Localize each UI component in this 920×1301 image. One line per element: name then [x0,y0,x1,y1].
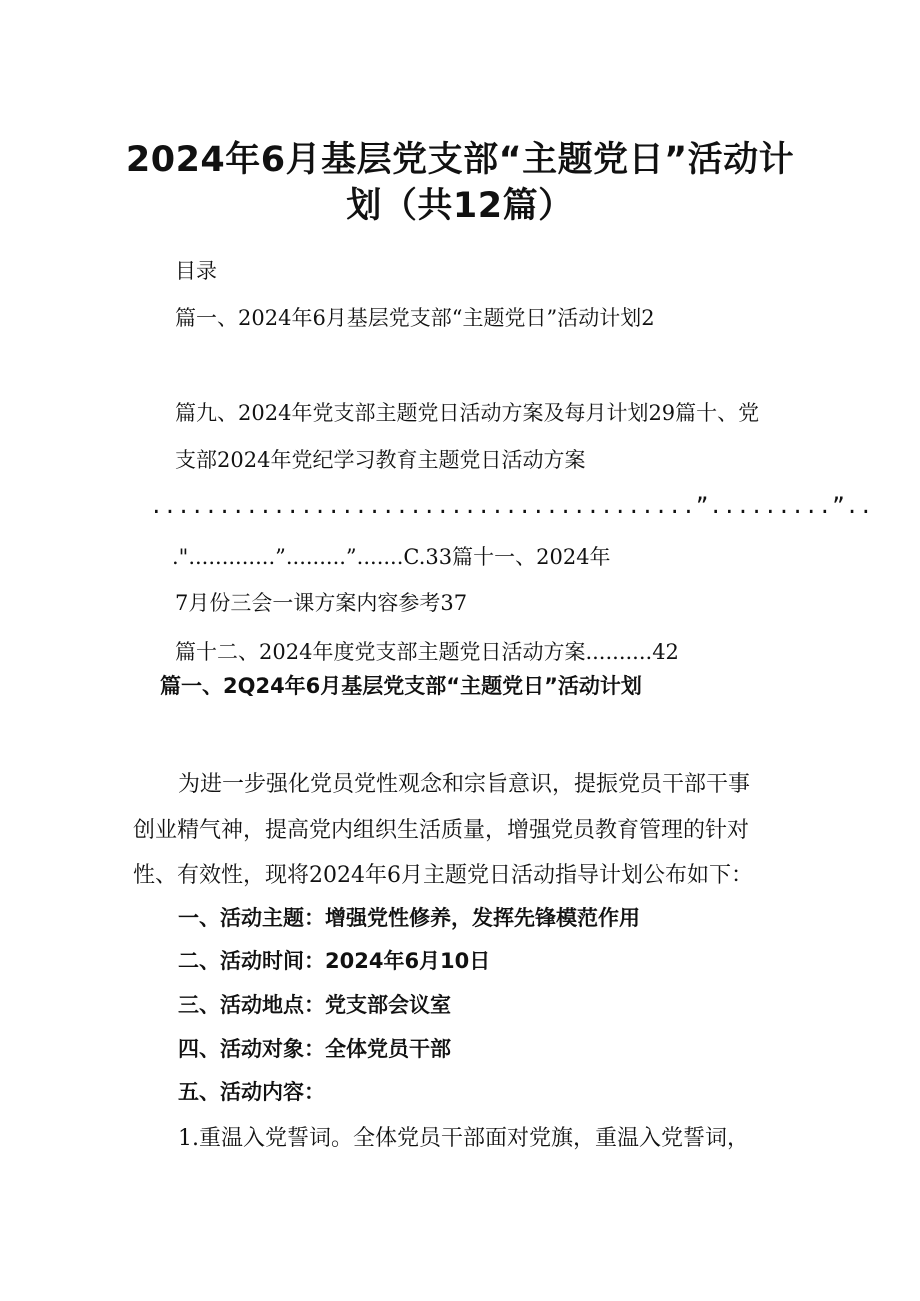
section-heading: 篇一、2Q24年6月基层党支部“主题党日”活动计划 [160,674,642,698]
toc-entry-11[interactable]: .".............”.........”.......C.33篇十一、2024年 [172,545,611,569]
toc-entry-10-cont[interactable]: 支部2024年党纪学习教育主题党日活动方案 [175,448,586,472]
document-title-line-2: 划（共12篇） [346,186,574,226]
intro-paragraph-line-1: 为进一步强化党员党性观念和宗旨意识，提振党员干部干事 [178,772,751,797]
item-place: 三、活动地点：党支部会议室 [178,993,451,1017]
item-audience: 四、活动对象：全体党员干部 [178,1037,451,1061]
item-theme: 一、活动主题：增强党性修养，发挥先锋模范作用 [178,906,640,930]
toc-leader-dots: ........................................”.........”.. [150,494,874,518]
intro-paragraph-line-2: 创业精气神，提高党内组织生活质量，增强党员教育管理的针对 [133,818,750,843]
toc-entry-1[interactable]: 篇一、2024年6月基层党支部“主题党日”活动计划2 [175,306,655,330]
toc-entry-11-cont[interactable]: 7月份三会一课方案内容参考37 [175,591,468,615]
item-content: 五、活动内容： [178,1080,325,1104]
document-title-line-1: 2024年6月基层党支部“主题党日”活动计 [125,140,795,180]
content-item-1: 1.重温入党誓词。全体党员干部面对党旗，重温入党誓词， [178,1126,749,1151]
item-time: 二、活动时间：2024年6月10日 [178,949,491,973]
toc-entry-9-10[interactable]: 篇九、2024年党支部主题党日活动方案及每月计划29篇十、党 [175,401,760,425]
toc-entry-12[interactable]: 篇十二、2024年度党支部主题党日活动方案..........42 [175,640,679,664]
intro-paragraph-line-3: 性、有效性，现将2024年6月主题党日活动指导计划公布如下： [133,863,753,888]
toc-heading: 目录 [175,259,217,283]
